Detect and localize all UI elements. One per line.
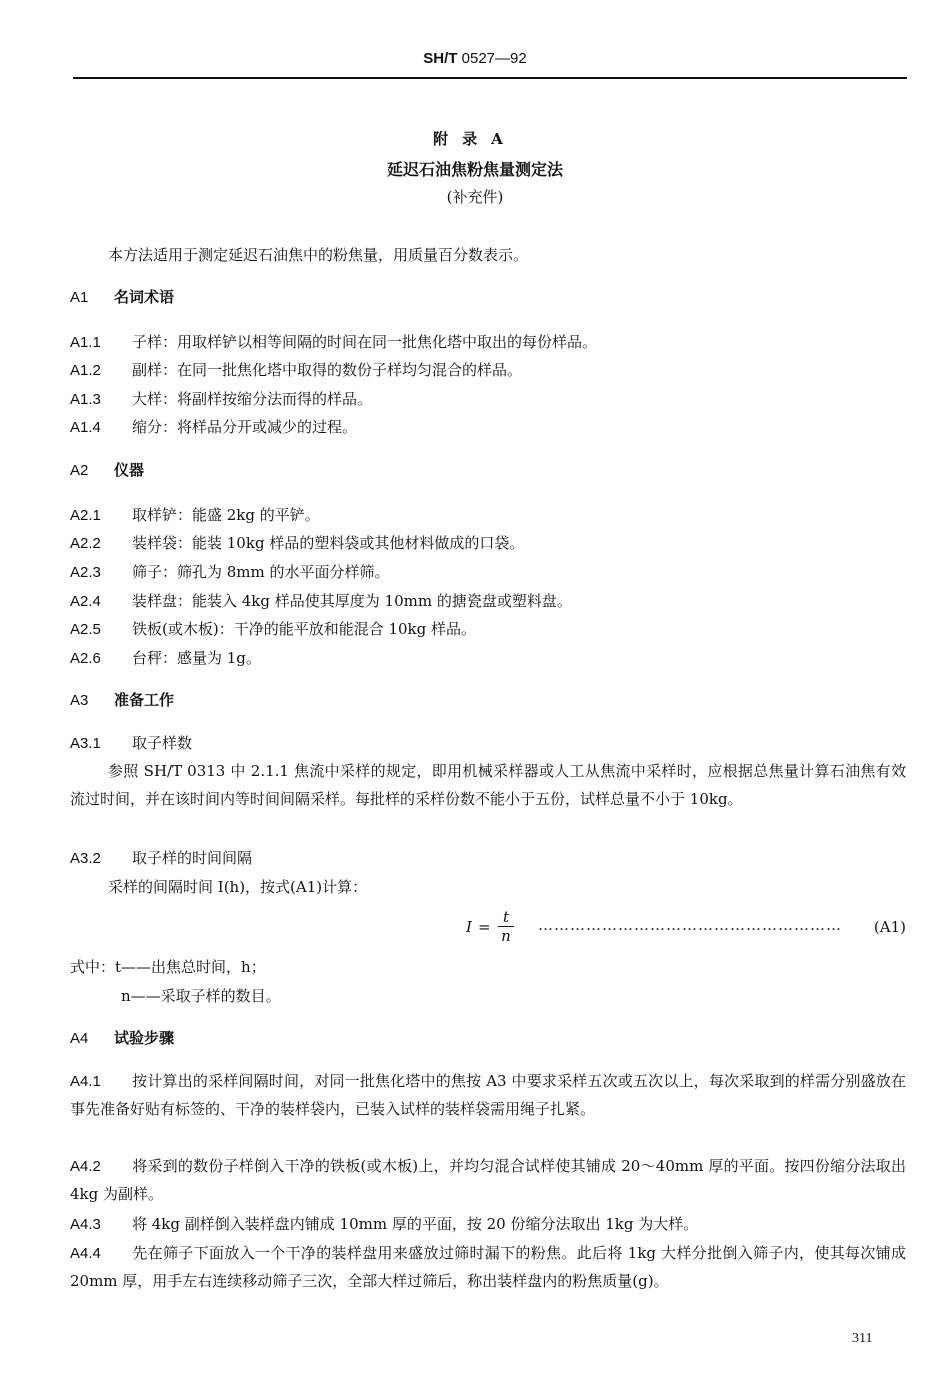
where-line-2: n——采取子样的数目。 <box>121 987 281 1005</box>
page-number: 311 <box>852 1331 873 1346</box>
page-header <box>0 50 950 67</box>
clause-a3-1: A3.1 取子样数 <box>70 734 193 752</box>
clause-a2-3: A2.3 筛子：筛孔为 8mm 的水平面分样筛。 <box>70 563 390 581</box>
formula-denominator: n <box>501 927 511 945</box>
clause-a4-2: A4.2 将采到的数份子样倒入干净的铁板(或木板)上，并均匀混合试样使其铺成 20～40mm 厚的平面。按四份缩分法取出 4kg 为副样。 <box>70 1157 906 1203</box>
clause-a2-1: A2.1 取样铲：能盛 2kg 的平铲。 <box>70 506 320 524</box>
clause-a2-4: A2.4 装样盘：能装入 4kg 样品使其厚度为 10mm 的搪瓷盘或塑料盘。 <box>70 592 572 610</box>
formula-a1 <box>460 909 910 945</box>
header-rule <box>73 77 907 79</box>
clause-a4-3: A4.3 将 4kg 副样倒入装样盘内铺成 10mm 厚的平面，按 20 份缩分法取出 1kg 为大样。 <box>70 1215 699 1233</box>
section-a2-heading: A2 仪器 <box>70 461 145 479</box>
clause-a3-2-paragraph: 采样的间隔时间 I(h)，按式(A1)计算： <box>108 878 368 896</box>
clause-a1-1: A1.1 子样：用取样铲以相等间隔的时间在同一批焦化塔中取出的每份样品。 <box>70 333 598 351</box>
document-type: (补充件) <box>446 188 504 206</box>
clause-a1-4: A1.4 缩分：将样品分开或减少的过程。 <box>70 418 358 436</box>
section-a3-heading: A3 准备工作 <box>70 691 175 709</box>
clause-a4-1: A4.1 按计算出的采样间隔时间，对同一批焦化塔中的焦按 A3 中要求采样五次或五次以上，每次采取到的样需分别盛放在事先准备好贴有标签的、干净的装样袋内，已装入试样的装样袋需用绳子扎紧。 <box>70 1072 906 1118</box>
section-a1-heading: A1 名词术语 <box>70 288 175 306</box>
formula-lhs: I <box>466 918 472 936</box>
clause-a1-2: A1.2 副样：在同一批焦化塔中取得的数份子样均匀混合的样品。 <box>70 361 523 379</box>
formula-label: (A1) <box>873 918 906 936</box>
clause-a3-2: A3.2 取子样的时间间隔 <box>70 849 253 867</box>
section-a4-heading: A4 试验步骤 <box>70 1029 175 1047</box>
formula-fraction <box>498 909 514 944</box>
clause-a3-1-paragraph: 参照 SH/T 0313 中 2.1.1 焦流中采样的规定，即用机械采样器或人工从焦流中采样时，应根据总焦量计算石油焦有效流过时间，并在该时间内等时间间隔采样。每批样的采样份数不能小于五份，试样总量不小于 10kg。 <box>70 762 906 808</box>
where-line-1: 式中：t——出焦总时间，h； <box>70 958 266 976</box>
intro-text: 本方法适用于测定延迟石油焦中的粉焦量，用质量百分数表示。 <box>108 246 529 264</box>
method-title: 延迟石油焦粉焦量测定法 <box>386 160 563 179</box>
clause-a1-3: A1.3 大样：将副样按缩分法而得的样品。 <box>70 390 373 408</box>
formula-numerator: t <box>502 908 510 926</box>
formula-leader-dots: ………………………………………………… <box>538 916 842 934</box>
doc-number: 0527—92 <box>457 50 527 67</box>
clause-a2-5: A2.5 铁板(或木板)：干净的能平放和能混合 10kg 样品。 <box>70 620 477 638</box>
clause-a4-4: A4.4 先在筛子下面放入一个干净的装样盘用来盛放过筛时漏下的粉焦。此后将 1kg 大样分批倒入筛子内，使其每次铺成 20mm 厚，用手左右连续移动筛子三次，全部大样过筛后，称出装样盘内的粉焦质量(g)。 <box>70 1244 906 1290</box>
formula-equals: = <box>478 918 491 936</box>
clause-a2-2: A2.2 装样袋：能装 10kg 样品的塑料袋或其他材料做成的口袋。 <box>70 534 525 552</box>
appendix-title: 附录A <box>433 130 517 148</box>
clause-a2-6: A2.6 台秤：感量为 1g。 <box>70 649 261 667</box>
doc-code: SH/T <box>423 50 458 67</box>
